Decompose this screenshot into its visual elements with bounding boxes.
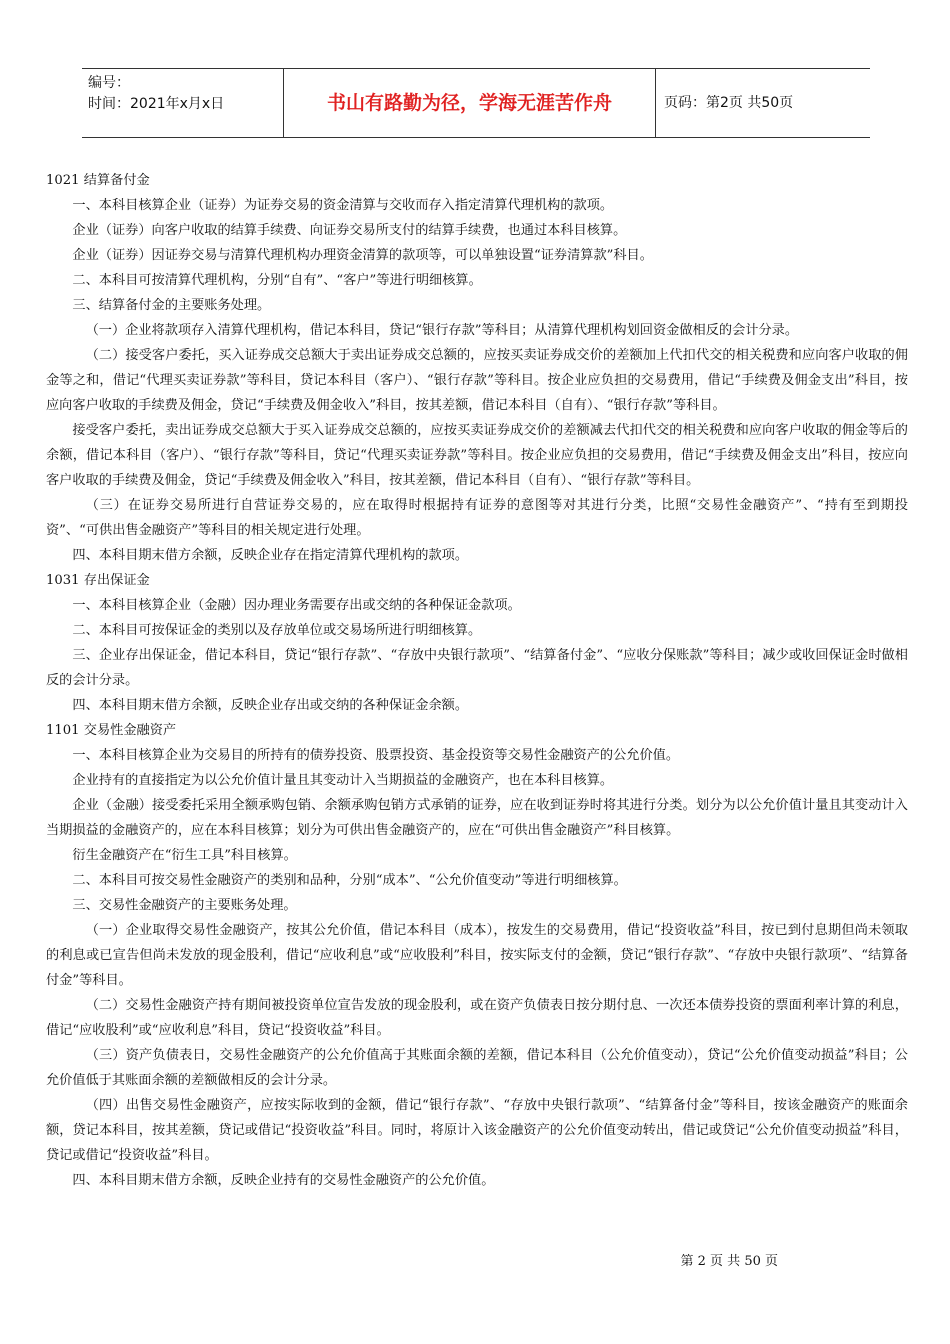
section-heading: 1101 交易性金融资产 <box>46 723 177 738</box>
paragraph: 企业持有的直接指定为以公允价值计量且其变动计入当期损益的金融资产，也在本科目核算。 <box>72 773 614 788</box>
document-number-label: 编号： <box>88 75 130 91</box>
page-footer: 第 2 页 共 50 页 <box>680 1254 778 1269</box>
paragraph: 四、本科目期末借方余额，反映企业持有的交易性金融资产的公允价值。 <box>72 1173 495 1188</box>
paragraph: （四）出售交易性金融资产，应按实际收到的金额，借记“银行存款”、“存放中央银行款项”、“结算备付金”等科目，按该金融资产的账面余额，贷记本科目，按其差额，贷记或借记“投资收益”科目。同时，将原计入该金融资产的公允价值变动转出，借记或贷记“公允价值变动损益”科目，贷记或借记“投资收益”科目。 <box>46 1098 908 1163</box>
paragraph: 一、本科目核算企业（证券）为证券交易的资金清算与交收而存入指定清算代理机构的款项。 <box>72 198 614 213</box>
header-page-number: 页码：第2页 共50页 <box>664 95 794 111</box>
paragraph: （三）在证券交易所进行自营证券交易的，应在取得时根据持有证券的意图等对其进行分类，比照“交易性金融资产”、“持有至到期投资”、“可供出售金融资产”等科目的相关规定进行处理。 <box>46 498 908 538</box>
section-heading: 1021 结算备付金 <box>46 173 150 188</box>
paragraph: 四、本科目期末借方余额，反映企业存在指定清算代理机构的款项。 <box>72 548 469 563</box>
header-divider <box>655 69 656 137</box>
paragraph: 三、企业存出保证金，借记本科目，贷记“银行存款”、“存放中央银行款项”、“结算备付金”、“应收分保账款”等科目；减少或收回保证金时做相反的会计分录。 <box>46 648 908 688</box>
paragraph: 企业（证券）因证券交易与清算代理机构办理资金清算的款项等，可以单独设置“证券清算款”科目。 <box>72 248 653 263</box>
paragraph: 三、结算备付金的主要账务处理。 <box>72 298 271 313</box>
paragraph: （二）接受客户委托，买入证券成交总额大于卖出证券成交总额的，应按买卖证券成交价的差额加上代扣代交的相关税费和应向客户收取的佣金等之和，借记“代理买卖证券款”等科目，贷记本科目（客户）、“银行存款”等科目。按企业应负担的交易费用，借记“手续费及佣金支出”科目，按应向客户收取的手续费及佣金，贷记“手续费及佣金收入”科目，按其差额，借记本科目（自有）、“银行存款”等科目。 <box>46 348 908 413</box>
page-header <box>82 68 870 138</box>
header-motto: 书山有路勤为径，学海无涯苦作舟 <box>326 92 612 114</box>
paragraph: 一、本科目核算企业为交易目的所持有的债券投资、股票投资、基金投资等交易性金融资产的公允价值。 <box>72 748 680 763</box>
paragraph: （一）企业将款项存入清算代理机构，借记本科目，贷记“银行存款”等科目；从清算代理机构划回资金做相反的会计分录。 <box>85 323 799 338</box>
paragraph: 四、本科目期末借方余额，反映企业存出或交纳的各种保证金余额。 <box>72 698 469 713</box>
paragraph: 衍生金融资产在“衍生工具”科目核算。 <box>72 848 297 863</box>
paragraph: 接受客户委托，卖出证券成交总额大于买入证券成交总额的，应按买卖证券成交价的差额减去代扣代交的相关税费和应向客户收取的佣金等后的余额，借记本科目（客户）、“银行存款”等科目，贷记“代理买卖证券款”等科目。按企业应负担的交易费用，借记“手续费及佣金支出”科目，按应向客户收取的手续费及佣金，贷记“手续费及佣金收入”科目，按其差额，借记本科目（自有）、“银行存款”等科目。 <box>46 423 908 488</box>
paragraph: 二、本科目可按保证金的类别以及存放单位或交易场所进行明细核算。 <box>72 623 482 638</box>
header-meta <box>88 73 288 115</box>
paragraph: 企业（证券）向客户收取的结算手续费、向证券交易所支付的结算手续费，也通过本科目核算。 <box>72 223 627 238</box>
document-body <box>46 168 908 1193</box>
paragraph: 企业（金融）接受委托采用全额承购包销、余额承购包销方式承销的证券，应在收到证券时将其进行分类。划分为以公允价值计量且其变动计入当期损益的金融资产的，应在本科目核算；划分为可供出售金融资产的，应在“可供出售金融资产”科目核算。 <box>46 798 908 838</box>
paragraph: （二）交易性金融资产持有期间被投资单位宣告发放的现金股利，或在资产负债表日按分期付息、一次还本债券投资的票面利率计算的利息，借记“应收股利”或“应收利息”科目，贷记“投资收益”科目。 <box>46 998 908 1038</box>
paragraph: 二、本科目可按清算代理机构，分别“自有”、“客户”等进行明细核算。 <box>72 273 482 288</box>
paragraph: （一）企业取得交易性金融资产，按其公允价值，借记本科目（成本），按发生的交易费用，借记“投资收益”科目，按已到付息期但尚未领取的利息或已宣告但尚未发放的现金股利，借记“应收利息”或“应收股利”科目，按实际支付的金额，贷记“银行存款”、“存放中央银行款项”、“结算备付金”等科目。 <box>46 923 908 988</box>
section-heading: 1031 存出保证金 <box>46 573 150 588</box>
paragraph: 二、本科目可按交易性金融资产的类别和品种，分别“成本”、“公允价值变动”等进行明细核算。 <box>72 873 627 888</box>
document-date: 时间：2021年x月x日 <box>88 96 225 112</box>
paragraph: （三）资产负债表日，交易性金融资产的公允价值高于其账面余额的差额，借记本科目（公允价值变动），贷记“公允价值变动损益”科目；公允价值低于其账面余额的差额做相反的会计分录。 <box>46 1048 908 1088</box>
paragraph: 三、交易性金融资产的主要账务处理。 <box>72 898 297 913</box>
paragraph: 一、本科目核算企业（金融）因办理业务需要存出或交纳的各种保证金款项。 <box>72 598 521 613</box>
